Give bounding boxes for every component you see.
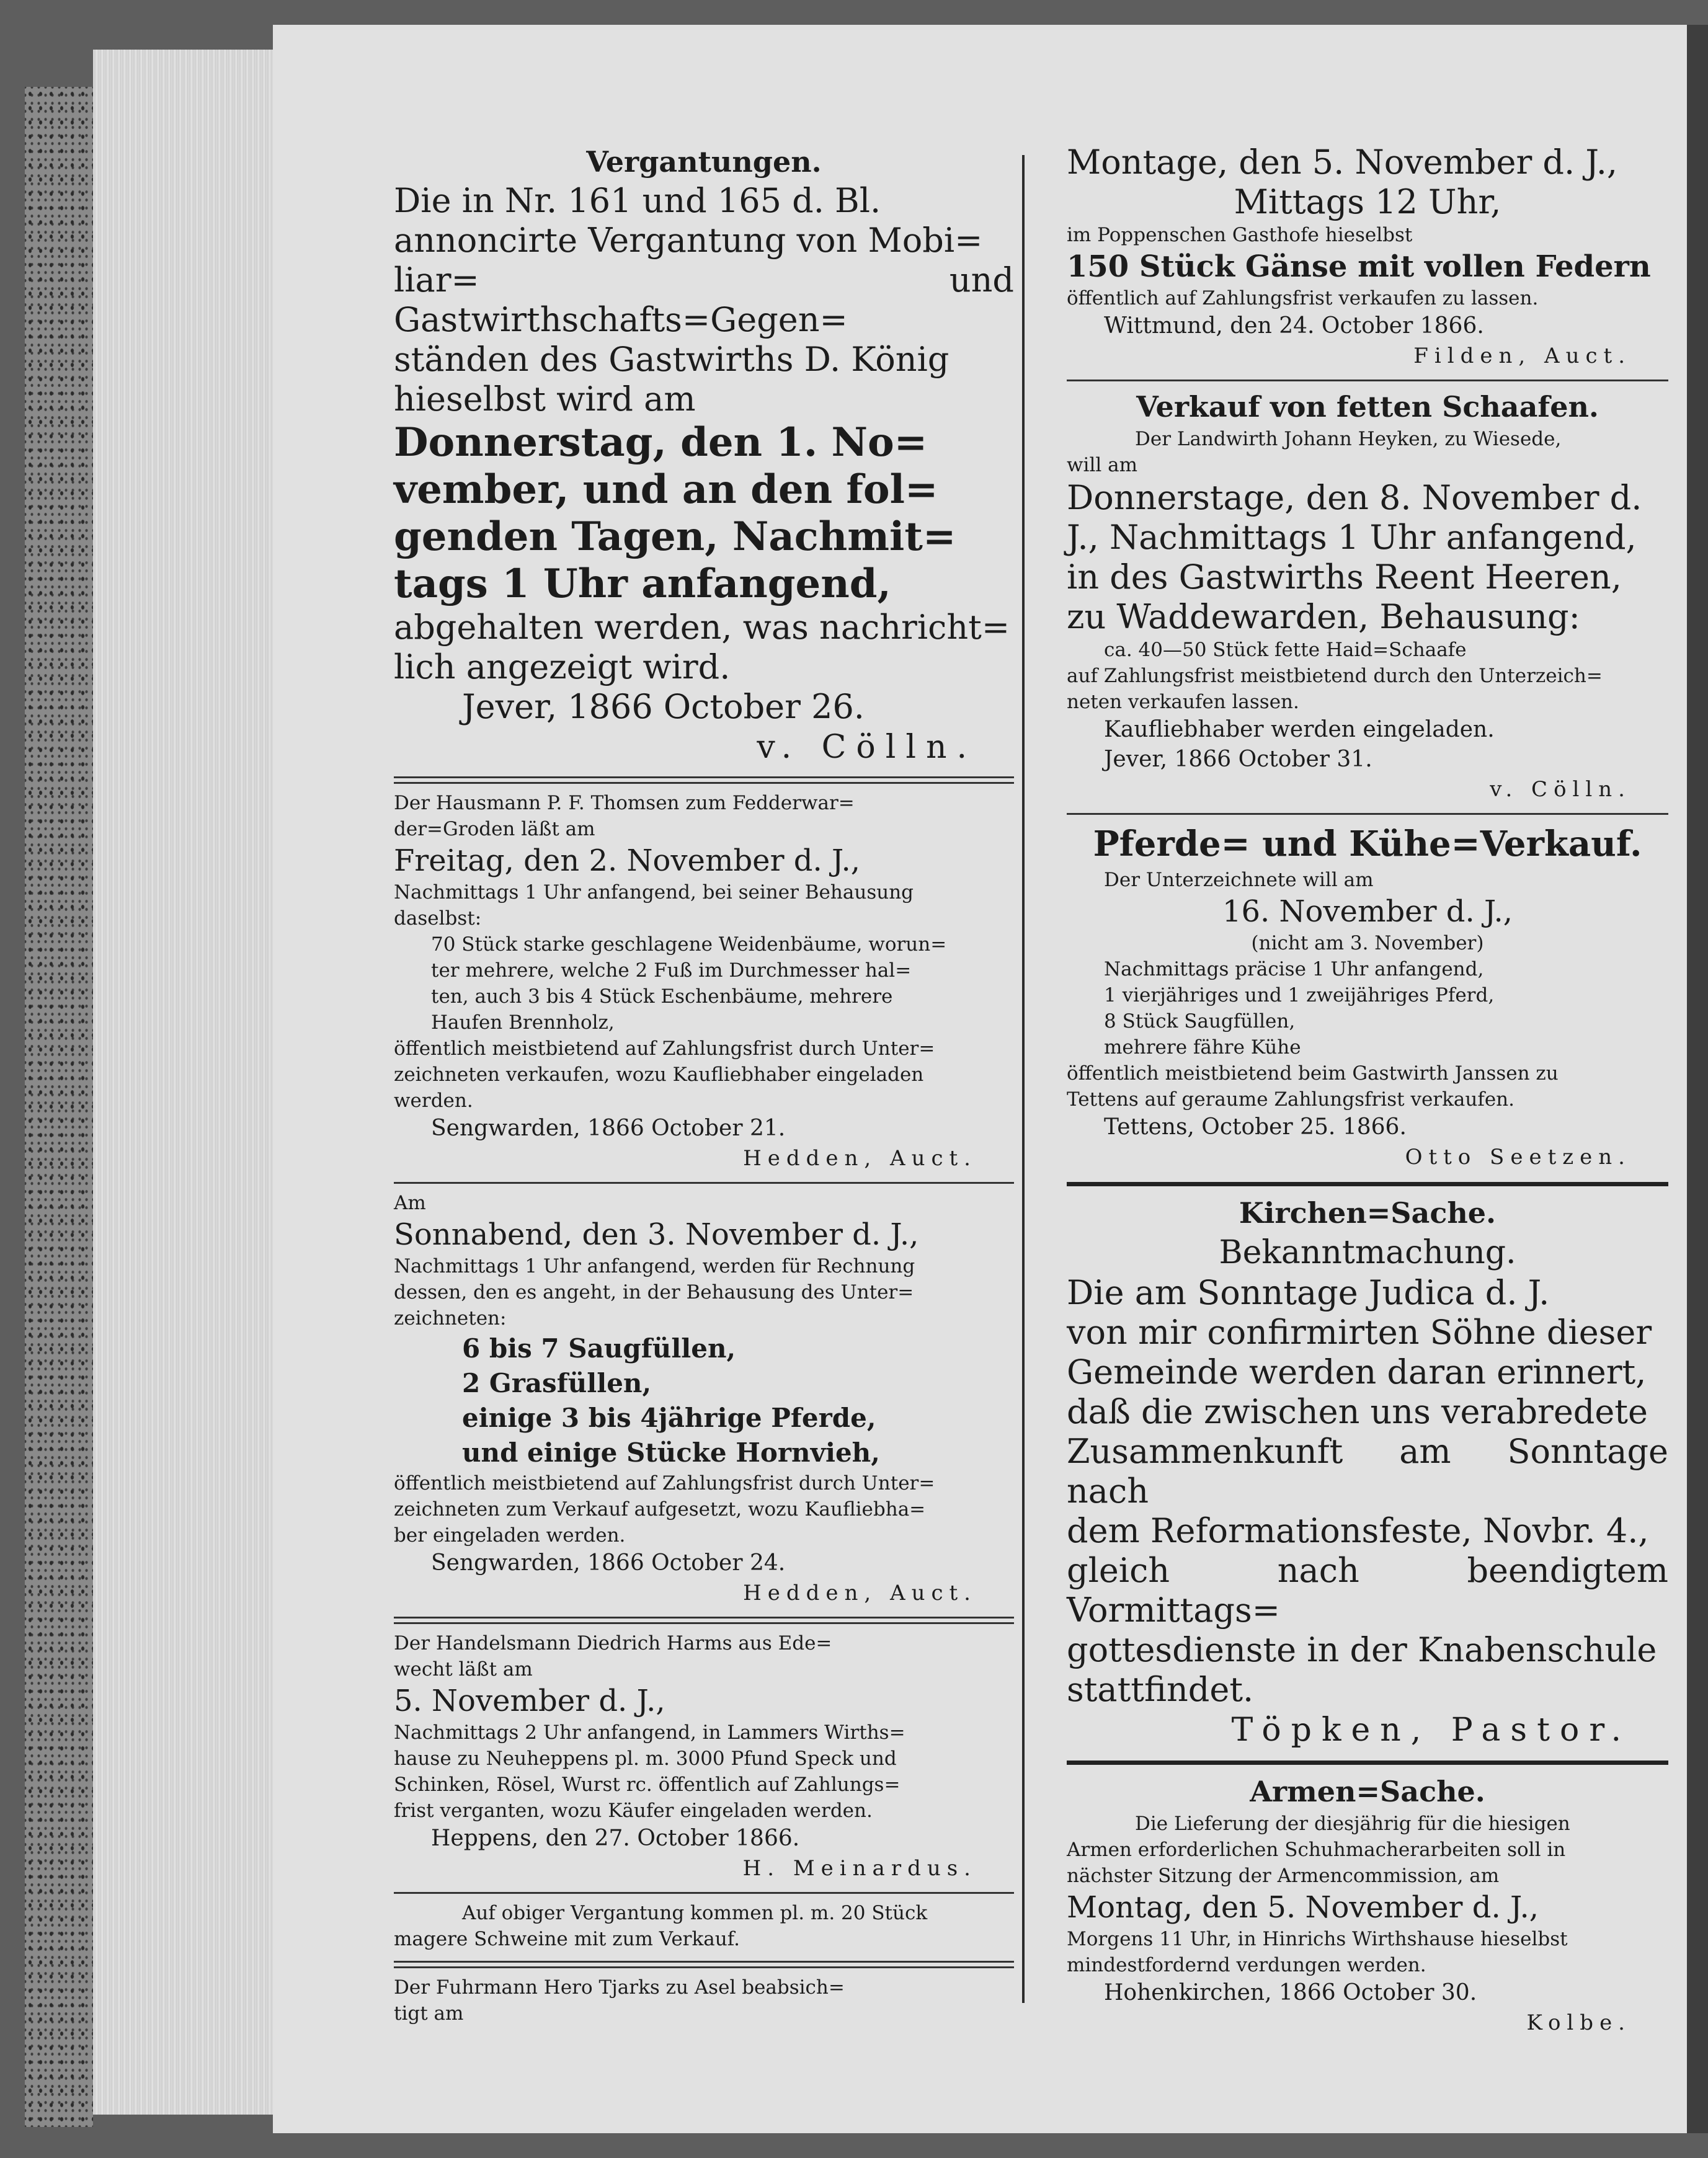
notice-line: magere Schweine mit zum Verkauf. xyxy=(394,1928,740,1950)
notice-big-line: in des Gastwirths Reent Heeren, xyxy=(1067,557,1622,597)
item-line: 2 Grasfüllen, xyxy=(462,1368,652,1398)
notice-line: Der Handelsmann Diedrich Harms aus Ede= xyxy=(394,1632,832,1654)
section-heading: Kirchen=Sache. xyxy=(1239,1196,1497,1230)
notice-big-line: Zusammenkunft am Sonntage nach xyxy=(1067,1432,1668,1511)
section-heading: Vergantungen. xyxy=(586,145,822,179)
notice-line: zeichneten: xyxy=(394,1307,507,1330)
notice-tjarks xyxy=(394,1974,1014,2027)
auction-date: Freitag, den 2. November d. J., xyxy=(394,843,861,878)
notice-schweine xyxy=(394,1900,1014,1952)
notice-big-line: Die am Sonntage Judica d. J. xyxy=(1067,1273,1550,1312)
notice-big-line: von mir confirmirten Söhne dieser xyxy=(1067,1313,1652,1352)
item-line: Haufen Brennholz, xyxy=(431,1011,615,1034)
notice-line: der=Groden läßt am xyxy=(394,818,595,840)
subheading: Bekanntmachung. xyxy=(1219,1234,1516,1271)
signer: v. Cölln. xyxy=(1490,777,1631,802)
item-line: ten, auch 3 bis 4 Stück Eschenbäume, mehrere xyxy=(431,985,893,1008)
item-line: 8 Stück Saugfüllen, xyxy=(1104,1010,1296,1032)
notice-line: Auf obiger Vergantung kommen pl. m. 20 Stück xyxy=(462,1902,928,1924)
notice-line: öffentlich meistbietend auf Zahlungsfrist durch Unter= xyxy=(394,1037,935,1060)
notice-big-line: zu Waddewarden, Behausung: xyxy=(1067,597,1580,636)
section-heading: Pferde= und Kühe=Verkauf. xyxy=(1093,824,1642,864)
notice-gaense xyxy=(1067,143,1668,371)
place-date: Heppens, den 27. October 1866. xyxy=(431,1826,800,1851)
page-right-edge xyxy=(1687,25,1708,2133)
notice-bold-line: vember, und an den fol= xyxy=(394,466,938,513)
section-heading: Armen=Sache. xyxy=(1250,1775,1485,1808)
notice-line: hause zu Neuheppens pl. m. 3000 Pfund Speck und xyxy=(394,1747,897,1770)
notice-bold-line: tags 1 Uhr anfangend, xyxy=(394,561,891,607)
notice-line: Der Fuhrmann Hero Tjarks zu Asel beabsich= xyxy=(394,1976,845,1999)
notice-line: Der Hausmann P. F. Thomsen zum Fedderwar= xyxy=(394,792,855,814)
place-date: Jever, 1866 October 26. xyxy=(462,687,865,726)
notice-line: zeichneten verkaufen, wozu Kaufliebhaber eingeladen xyxy=(394,1063,924,1086)
notice-line: ständen des Gastwirths D. König xyxy=(394,340,950,379)
notice-line: nächster Sitzung der Armencommission, am xyxy=(1067,1865,1500,1887)
notice-line: Der Landwirth Johann Heyken, zu Wiesede, xyxy=(1135,428,1562,450)
notice-line: Armen erforderlichen Schuhmacherarbeiten soll in xyxy=(1067,1839,1566,1861)
section-heading: Verkauf von fetten Schaafen. xyxy=(1136,390,1599,424)
divider xyxy=(1067,380,1668,381)
notice-line: öffentlich meistbietend beim Gastwirth Janssen zu xyxy=(1067,1062,1559,1085)
place-date: Wittmund, den 24. October 1866. xyxy=(1104,313,1484,339)
notice-line: Die in Nr. 161 und 165 d. Bl. xyxy=(394,181,881,220)
notice-schaafe xyxy=(1067,388,1668,804)
notice-line: dessen, den es angeht, in der Behausung des Unter= xyxy=(394,1281,914,1303)
left-column xyxy=(394,143,1014,2027)
signer: Filden, Auct. xyxy=(1413,344,1631,368)
notice-line: Nachmittags 2 Uhr anfangend, in Lammers Wirths= xyxy=(394,1721,905,1744)
notice-line: Am xyxy=(394,1192,426,1214)
signer: Otto Seetzen. xyxy=(1405,1145,1631,1170)
place-date: Tettens, October 25. 1866. xyxy=(1104,1114,1407,1140)
notice-vergantungen xyxy=(394,143,1014,768)
auction-date: Montage, den 5. November d. J., xyxy=(1067,143,1618,182)
notice-sonnabend xyxy=(394,1190,1014,1608)
notice-thomsen xyxy=(394,790,1014,1173)
notice-line: im Poppenschen Gasthofe hieselbst xyxy=(1067,224,1413,246)
item-line: einige 3 bis 4jährige Pferde, xyxy=(462,1403,876,1433)
notice-line: frist verganten, wozu Käufer eingeladen werden. xyxy=(394,1800,873,1822)
notice-bold-line: genden Tagen, Nachmit= xyxy=(394,513,956,560)
item-line: 1 vierjähriges und 1 zweijähriges Pferd, xyxy=(1104,984,1495,1006)
right-column xyxy=(1067,143,1668,2038)
notice-big-line: gottesdienste in der Knabenschule xyxy=(1067,1630,1657,1669)
notice-pferde xyxy=(1067,821,1668,1172)
notice-line: annoncirte Vergantung von Mobi= xyxy=(394,221,983,260)
signer: Töpken, Pastor. xyxy=(1231,1712,1631,1749)
notice-line: ca. 40—50 Stück fette Haid=Schaafe xyxy=(1104,639,1467,661)
place-date: Sengwarden, 1866 October 21. xyxy=(431,1116,786,1141)
item-line: mehrere fähre Kühe xyxy=(1104,1036,1301,1059)
place-date: Hohenkirchen, 1866 October 30. xyxy=(1104,1980,1477,2005)
notice-harms xyxy=(394,1630,1014,1883)
notice-bold-line: 150 Stück Gänse mit vollen Federn xyxy=(1067,249,1651,284)
auction-time: Nachmittags präcise 1 Uhr anfangend, xyxy=(1104,958,1484,980)
auction-date: 5. November d. J., xyxy=(394,1684,665,1718)
notice-line: hieselbst wird am xyxy=(394,380,696,419)
notice-big-line: Gemeinde werden daran erinnert, xyxy=(1067,1352,1647,1392)
notice-line: zeichneten zum Verkauf aufgesetzt, wozu Kaufliebha= xyxy=(394,1498,926,1521)
divider xyxy=(394,1892,1014,1894)
item-line: und einige Stücke Hornvieh, xyxy=(462,1437,880,1468)
column-divider xyxy=(1022,155,1025,2003)
signer: Hedden, Auct. xyxy=(743,1581,977,1605)
invitation: Kaufliebhaber werden eingeladen. xyxy=(1104,717,1495,742)
notice-kirchen xyxy=(1067,1194,1668,1751)
book-spine xyxy=(25,87,93,2127)
notice-line: Der Unterzeichnete will am xyxy=(1104,869,1374,891)
signer: Hedden, Auct. xyxy=(743,1146,977,1171)
notice-line: neten verkaufen lassen. xyxy=(1067,691,1299,713)
signer: v. Cölln. xyxy=(757,729,977,766)
notice-line: werden. xyxy=(394,1090,473,1112)
notice-line: mindestfordernd verdungen werden. xyxy=(1067,1954,1426,1976)
signer: Kolbe. xyxy=(1526,2010,1631,2035)
divider xyxy=(394,1617,1014,1624)
notice-line: daselbst: xyxy=(394,907,482,930)
notice-big-line: J., Nachmittags 1 Uhr anfangend, xyxy=(1067,518,1637,557)
notice-line: Tettens auf geraume Zahlungsfrist verkaufen. xyxy=(1067,1088,1515,1111)
notice-line: Schinken, Rösel, Wurst rc. öffentlich auf Zahlungs= xyxy=(394,1774,901,1796)
notice-armen xyxy=(1067,1772,1668,2038)
notice-line: auf Zahlungsfrist meistbietend durch den Unterzeich= xyxy=(1067,665,1603,687)
notice-line: will am xyxy=(1067,454,1138,476)
notice-line: öffentlich meistbietend auf Zahlungsfrist durch Unter= xyxy=(394,1472,935,1494)
auction-time: Mittags 12 Uhr, xyxy=(1234,182,1501,221)
notice-big-line: daß die zwischen uns verabredete xyxy=(1067,1392,1648,1431)
notice-line: Morgens 11 Uhr, in Hinrichs Wirthshause hieselbst xyxy=(1067,1928,1568,1950)
notice-line: tigt am xyxy=(394,2002,464,2025)
auction-date: Sonnabend, den 3. November d. J., xyxy=(394,1217,919,1252)
divider xyxy=(1067,1182,1668,1186)
auction-date: 16. November d. J., xyxy=(1222,894,1513,929)
date-note: (nicht am 3. November) xyxy=(1251,932,1484,954)
page-edges xyxy=(93,50,273,2115)
auction-date: Montag, den 5. November d. J., xyxy=(1067,1890,1539,1925)
notice-bold-line: Donnerstag, den 1. No= xyxy=(394,419,928,466)
notice-line: öffentlich auf Zahlungsfrist verkaufen zu lassen. xyxy=(1067,287,1539,309)
item-line: 70 Stück starke geschlagene Weidenbäume, worun= xyxy=(431,933,947,956)
notice-big-line: Donnerstage, den 8. November d. xyxy=(1067,478,1642,517)
notice-line: wecht läßt am xyxy=(394,1658,533,1681)
place-date: Sengwarden, 1866 October 24. xyxy=(431,1550,786,1576)
notice-line: lich angezeigt wird. xyxy=(394,647,731,686)
notice-line: Nachmittags 1 Uhr anfangend, werden für Rechnung xyxy=(394,1255,915,1277)
notice-big-line: stattfindet. xyxy=(1067,1670,1254,1709)
place-date: Jever, 1866 October 31. xyxy=(1104,747,1372,772)
notice-line: ber eingeladen werden. xyxy=(394,1524,626,1547)
notice-line: abgehalten werden, was nachricht= xyxy=(394,608,1010,647)
divider xyxy=(394,1182,1014,1184)
item-line: 6 bis 7 Saugfüllen, xyxy=(462,1333,736,1364)
divider xyxy=(394,1961,1014,1968)
notice-big-line: dem Reformationsfeste, Novbr. 4., xyxy=(1067,1511,1649,1550)
signer: H. Meinardus. xyxy=(742,1856,977,1881)
divider xyxy=(1067,813,1668,815)
notice-line: Die Lieferung der diesjährig für die hiesigen xyxy=(1135,1813,1570,1835)
notice-line: Nachmittags 1 Uhr anfangend, bei seiner Behausung xyxy=(394,881,914,904)
item-line: ter mehrere, welche 2 Fuß im Durchmesser hal= xyxy=(431,959,912,982)
divider xyxy=(394,776,1014,784)
notice-line: liar= und Gastwirthschafts=Gegen= xyxy=(394,260,1014,339)
notice-big-line: gleich nach beendigtem Vormittags= xyxy=(1067,1551,1668,1630)
divider xyxy=(1067,1761,1668,1765)
